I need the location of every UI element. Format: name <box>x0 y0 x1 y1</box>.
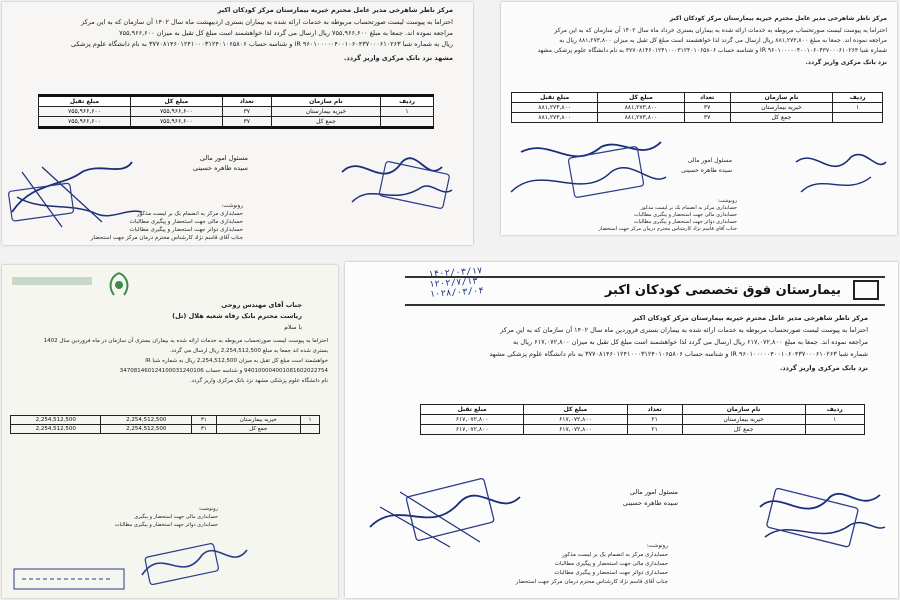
signatory-title: مسئول امور مالی <box>687 157 732 164</box>
table-cell: خیریه بیمارستان <box>730 103 833 113</box>
cc-line: حسابداری دوائر جهت استحضار و پیگیری مطالبات <box>554 570 668 576</box>
hospital-title: بیمارستان فوق تخصصی کودکان اکبر <box>604 283 841 298</box>
cc-line: حسابداری مالی جهت استحضار و پیگیری مطالبات <box>129 219 243 225</box>
table-header: مبلغ تقبل <box>512 93 598 103</box>
signature-stamp-right <box>750 477 890 557</box>
table-cell: جمع کل <box>682 425 805 435</box>
footer-stamp <box>12 565 132 595</box>
handwritten-number: ۱۲۰۲/۷/۱۳ <box>428 276 479 290</box>
letter-paragraph-line: نزد بانک مرکزی واریز گردد. <box>779 364 868 372</box>
table-cell: خیریه بیمارستان <box>216 416 300 425</box>
document-panel-khordad <box>501 2 897 235</box>
table-cell: ۱ <box>805 415 864 425</box>
letter-header: مرکز ناظر شاهرخی مدیر عامل محترم خیریه بیمارستان مرکز کودکان اکبر <box>632 314 868 322</box>
signature-stamp-left <box>360 467 530 557</box>
letter-paragraph-line: احتراما به پیوست لیست صورتحساب مربوطه به خدمات ارائه شده به بیماران بستری اردیبهشت ماه سال ۱۴۰۲ آن سازمان که به این مرکز <box>80 18 453 26</box>
table-cell: ۶۱۷,۰۷۲,۸۰۰ <box>524 415 627 425</box>
table-cell: ۳۱ <box>191 416 216 425</box>
table-cell: ۷۵۵,۹۶۶,۶۰۰ <box>130 117 222 128</box>
signature-stamp-right <box>791 142 891 212</box>
table-cell <box>381 117 434 128</box>
table-header: تعداد <box>684 93 730 103</box>
table-row <box>512 103 883 113</box>
table-header: ردیف <box>805 405 864 415</box>
signatory-title: مسئول امور مالی <box>199 154 248 162</box>
table-cell: ۷۵۵,۹۶۶,۶۰۰ <box>39 107 131 117</box>
table-row <box>512 113 883 123</box>
table-cell: ۷۵۵,۹۶۶,۶۰۰ <box>130 107 222 117</box>
table-header: ردیف <box>833 93 883 103</box>
hospital-logo-icon <box>853 280 879 300</box>
billing-table <box>10 415 320 434</box>
table-cell <box>300 425 319 434</box>
table-header: مبلغ کل <box>130 96 222 107</box>
table-header: مبلغ کل <box>598 93 684 103</box>
document-panel-ordibehesht <box>2 2 473 245</box>
table-cell: 2,254,512,500 <box>11 425 101 434</box>
table-cell: ۱ <box>300 416 319 425</box>
letter-header: مرکز ناظر شاهرخی مدیر عامل محترم خیریه بیمارستان مرکز کودکان اکبر <box>669 15 887 22</box>
table-row <box>11 425 320 434</box>
table-header: مبلغ تقبل <box>421 405 524 415</box>
letter-paragraph-line: شماره شبا IR ۹۶۰۱۰۰۰۰۰۴۰۰۱۰۶۰۴۳۷۰۰۰۶۱۰۲۶۳ و شناسه حساب ۳۷۷۰۸۱۴۶۰۱۲۴۱۰۰۰۳۱۲۴۰۱۰۶۵۸۰۶ به نام دانشگاه علوم پزشکی مشهد <box>489 350 868 358</box>
table-cell: 2,254,512,500 <box>101 416 191 425</box>
table-cell: 2,254,512,500 <box>101 425 191 434</box>
cc-line: حسابداری دوائر جهت استحضار و پیگیری مطالبات <box>114 522 218 528</box>
table-cell: ۸۸۱,۲۷۳,۸۰۰ <box>598 103 684 113</box>
table-cell: ۳۷ <box>222 117 271 128</box>
billing-table <box>420 404 865 435</box>
salutation: با سلام <box>284 324 302 331</box>
letter-paragraph-line: ریال به شماره شبا IR ۹۶۰۱۰۰۰۰۰۴۰۰۱۰۶۰۴۳۷۰۰۰۶۱۰۲۶۳ و شناسه حساب ۳۷۷۰۸۱۴۶۰۱۲۴۱۰۰۰۳۱۲۴۰۱۰۶۵۸۰۶ به نام دانشگاه علوم پزشکی <box>71 40 453 48</box>
table-cell: ۶۱۷,۰۷۲,۸۰۰ <box>421 425 524 435</box>
table-cell: جمع کل <box>271 117 380 128</box>
university-logo-icon <box>102 271 136 299</box>
table-cell: ۲۱ <box>627 415 682 425</box>
letter-paragraph-line: مشهد نزد بانک مرکزی واریز گردد. <box>343 54 453 62</box>
letterhead <box>405 276 885 306</box>
table-cell: ۲۱ <box>627 425 682 435</box>
billing-table <box>511 92 883 123</box>
table-header: نام سازمان <box>682 405 805 415</box>
table-row <box>421 425 865 435</box>
addressee-name: جناب آقای مهندس روحی <box>221 301 302 309</box>
letter-paragraph-line: مراجعه نموده اند. جمعا به مبلغ ۸۸۱,۲۷۳,۸۰۰ ریال ارسال می گردد لذا خواهشمند است مبلغ کل تقبل به میزان ۸۸۱,۲۷۳,۸۰۰ ریال به <box>559 37 887 44</box>
cc-label: رونوشت: <box>221 203 243 209</box>
signature-stamp-left <box>501 132 671 212</box>
letter-paragraph-line: نزد بانک مرکزی واریز گردد. <box>805 59 887 66</box>
letter-paragraph-line: مراجعه نموده اند. جمعا به مبلغ ۶۱۷,۰۷۲,۸۰۰ ریال ارسال می گردد لذا خواهشمند است مبلغ کل تقبل به میزان ۶۱۷,۰۷۲,۸۰۰ ریال به <box>513 338 868 346</box>
table-cell: خیریه بیمارستان <box>271 107 380 117</box>
letter-header: مرکز ناظر شاهرخی مدیر عامل محترم خیریه بیمارستان مرکز کودکان اکبر <box>217 6 453 14</box>
cc-line: حسابداری مرکز به انضمام بک بر لیست مذکور <box>137 211 243 217</box>
table-header: تعداد <box>627 405 682 415</box>
billing-table <box>38 94 434 129</box>
signatory-name: سیده طاهره حسینی <box>622 499 678 507</box>
table-cell: ۷۵۵,۹۶۶,۶۰۰ <box>39 117 131 128</box>
table-cell: ۳۷ <box>684 113 730 123</box>
cc-line: جناب آقای قاسم نژاد کارشناس محترم درمان مرکز جهت استحضار <box>515 579 668 585</box>
handwritten-number: ۱۰۲۸/۰۳/۰۴ <box>429 286 485 300</box>
table-row <box>39 107 434 117</box>
table-row <box>11 416 320 425</box>
cc-line: جناب آقای قاسم نژاد کارشناس محترم درمان مرکز جهت استحضار <box>90 235 243 241</box>
table-cell: ۸۸۱,۲۷۳,۸۰۰ <box>598 113 684 123</box>
letter-paragraph-line: بستری شده اند جمعا به مبلغ 2,254,512,500 ریال ارسال می گردد. <box>169 348 328 354</box>
cc-label: رونوشت: <box>198 506 218 512</box>
signatory-name: سیده طاهره حسینی <box>681 167 732 174</box>
table-row <box>421 415 865 425</box>
cc-line: حسابداری مالی جهت استحضار و پیگیری مطالبات <box>634 212 737 218</box>
table-cell: ۸۸۱,۲۷۳,۸۰۰ <box>512 103 598 113</box>
table-header: نام سازمان <box>730 93 833 103</box>
letter-paragraph-line: 940100004001081602022754 و شناسه حساب 347081460124100031240106 <box>119 368 328 374</box>
signature-stamp-right <box>332 142 462 217</box>
letter-paragraph-line: مراجعه نموده اند. جمعا به مبلغ ۷۵۵,۹۶۶,۶۰۰ ریال ارسال می گردد لذا خواهشمند است مبلغ کل تقبل به میزان ۷۵۵,۹۶۶,۶۰۰ <box>119 29 453 37</box>
table-cell: ۱ <box>833 103 883 113</box>
signature-stamp <box>132 535 252 595</box>
cc-line: حسابداری دوائر جهت استحضار و پیگیری مطالبات <box>129 227 243 233</box>
letter-paragraph-line: احتراما به پیوست لیست صورتحساب مربوطه به خدمات ارائه شده به بیماران بستری فروردین ماه سال ۱۴۰۲ آن سازمان که به این مرکز <box>500 326 868 334</box>
table-header: نام سازمان <box>271 96 380 107</box>
handwritten-number: ۱۴۰۲/۰۳/۱۷ <box>428 266 483 280</box>
cc-line: حسابداری دوائر جهت استحضار و پیگیری مطالبات <box>633 219 737 225</box>
table-cell <box>833 113 883 123</box>
table-cell: خیریه بیمارستان <box>682 415 805 425</box>
table-cell: ۱ <box>381 107 434 117</box>
table-cell: ۶۱۷,۰۷۲,۸۰۰ <box>421 415 524 425</box>
signatory-name: سیده طاهره حسینی <box>192 164 248 172</box>
table-cell: ۳۷ <box>684 103 730 113</box>
letterhead-bar <box>12 277 92 285</box>
signatory-title: مسئول امور مالی <box>629 488 678 496</box>
cc-line: حسابداری مالی جهت استحضار و پیگیری <box>134 514 218 520</box>
document-panel-farvardin <box>345 262 898 598</box>
table-cell: ۸۸۱,۲۷۳,۸۰۰ <box>512 113 598 123</box>
table-header: مبلغ کل <box>524 405 627 415</box>
letter-paragraph-line: احتراما به پیوست لیست صورتحساب مربوطه به خدمات ارائه شده به بیماران بستری خرداد ماه سال ۱۴۰۲ آن سازمان که به این مرکز <box>554 27 887 34</box>
table-header: تعداد <box>222 96 271 107</box>
table-cell: ۳۷ <box>222 107 271 117</box>
letter-paragraph-line: نام دانشگاه علوم پزشکی مشهد نزد بانک مرکزی واریز گردد. <box>189 378 328 384</box>
table-cell: جمع کل <box>216 425 300 434</box>
cc-line: حسابداری مالی جهت استحضار و پیگیری مطالبات <box>554 561 668 567</box>
table-cell: جمع کل <box>730 113 833 123</box>
document-panel-bank-letter <box>2 265 338 598</box>
letter-paragraph-line: خواهشمند است مبلغ کل تقبل به میزان 2,254,512,500 ریال به شماره شبا IR <box>145 358 328 364</box>
table-cell: ۳۱ <box>191 425 216 434</box>
cc-line: جناب آقای قاسم نژاد کارشناس محترم درمان مرکز جهت استحضار <box>598 226 737 232</box>
cc-label: رونوشت: <box>646 543 668 549</box>
cc-line: حسابداری مرکز به انضمام بک بر لیست مذکور <box>562 552 668 558</box>
addressee-title: ریاست محترم بانک رفاه شعبه هلال (تل) <box>172 312 302 320</box>
table-row <box>39 117 434 128</box>
table-cell <box>805 425 864 435</box>
letter-paragraph-line: شماره شبا IR ۹۶۰۱۰۰۰۰۰۴۰۰۱۰۶۰۴۳۷۰۰۰۶۱۰۲۶۳ و شناسه حساب ۳۷۷۰۸۱۴۶۰۱۲۴۱۰۰۰۳۱۲۴۰۱۰۶۵۸۰۶ به نام دانشگاه علوم پزشکی مشهد <box>537 47 887 54</box>
cc-label: رونوشت: <box>717 198 737 204</box>
table-header: مبلغ تقبل <box>39 96 131 107</box>
table-cell: 2,254,512,500 <box>11 416 101 425</box>
table-cell: ۶۱۷,۰۷۲,۸۰۰ <box>524 425 627 435</box>
cc-line: حسابداری مرکز به انضمام بک بر لیست مذکور <box>640 205 737 211</box>
letter-paragraph-line: احتراما به پیوست لیست صورتحساب مربوطه به خدمات ارائه شده به بیماران بستری آن سازمان در ماه فروردین سال 1402 <box>43 338 328 344</box>
table-header: ردیف <box>381 96 434 107</box>
